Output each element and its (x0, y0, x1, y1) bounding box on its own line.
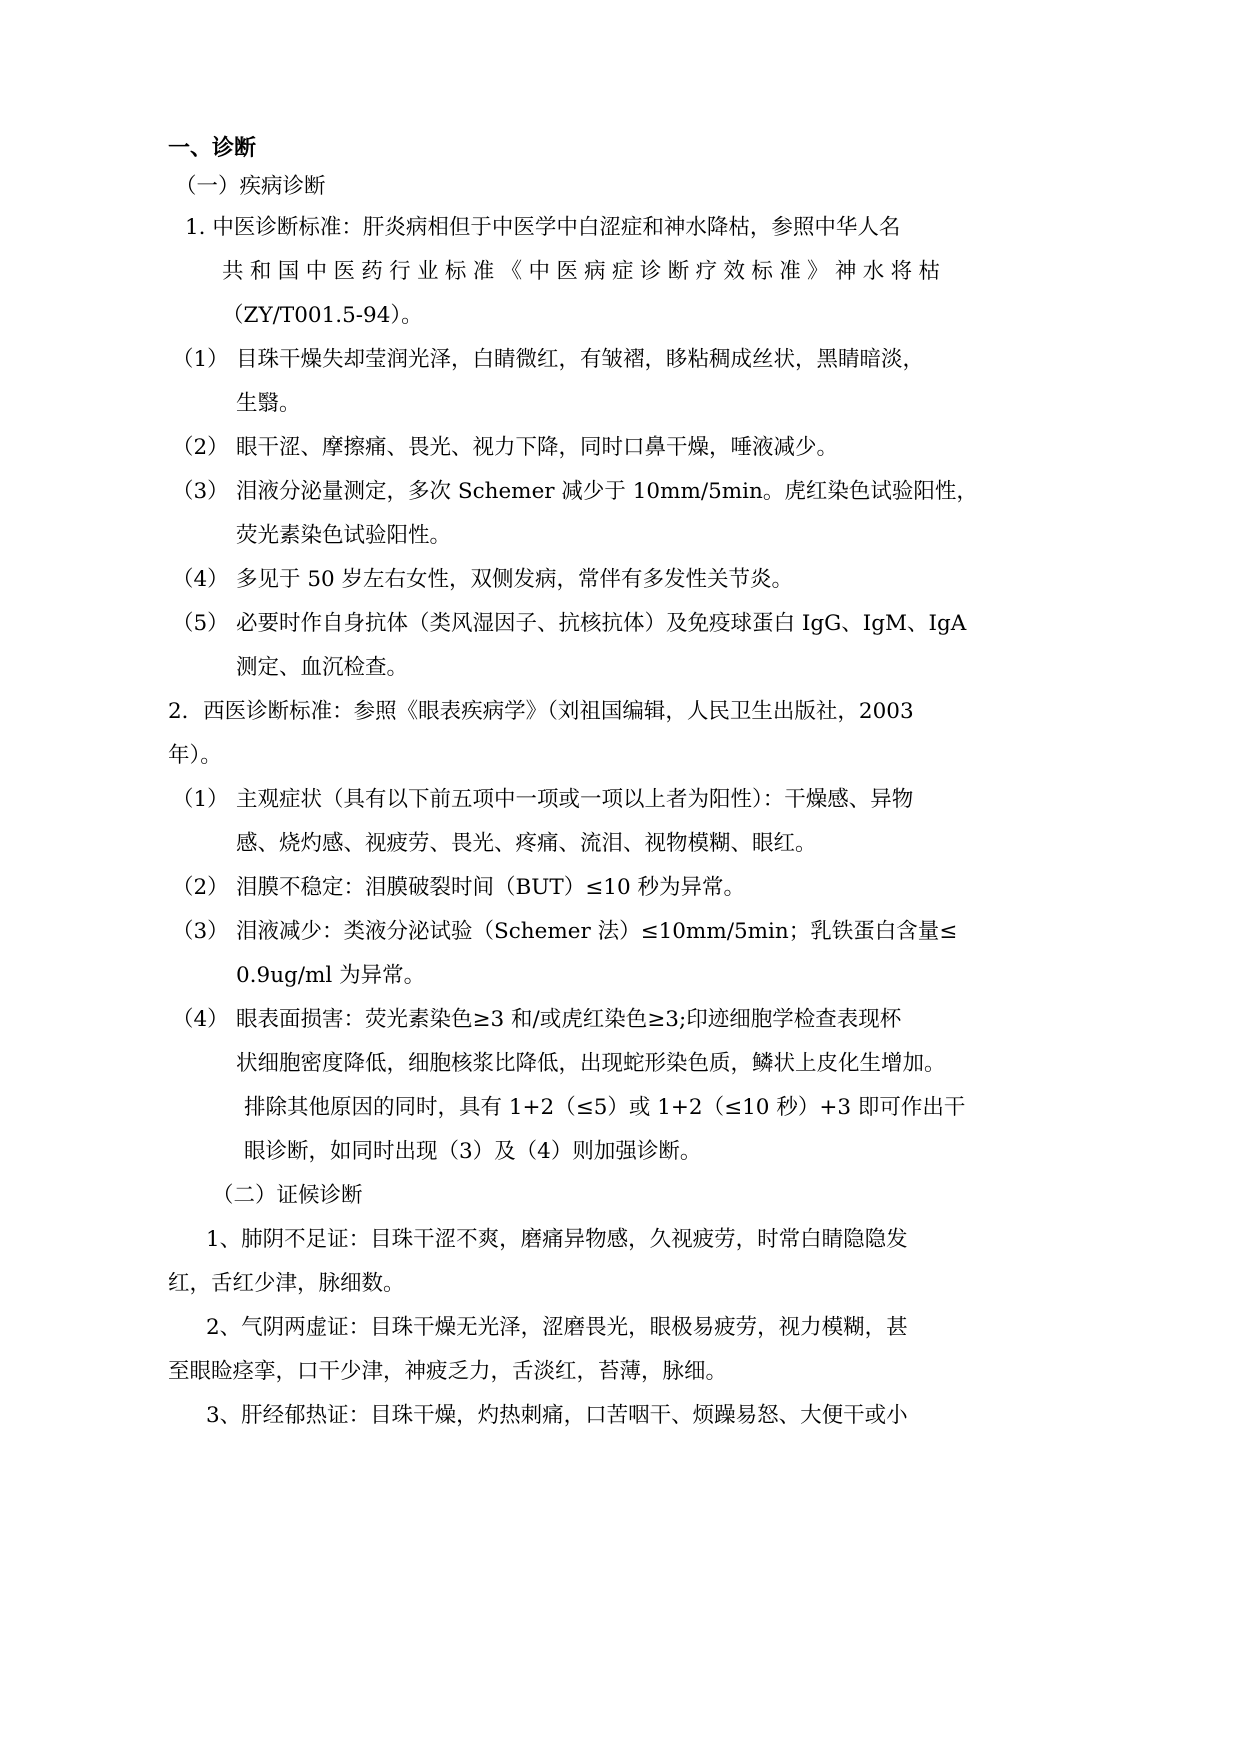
western-item-number: （1） (172, 787, 229, 812)
tcm-item-text: 必要时作自身抗体（类风湿因子、抗核抗体）及免疫球蛋白 IgG、IgM、IgA (236, 611, 967, 636)
tcm-line2-char: 神 (834, 259, 857, 284)
tcm-item-text: 目珠干燥失却莹润光泽，白睛微红，有皱褶，眵粘稠成丝状，黑睛暗淡， (236, 347, 925, 372)
tcm-line2-char: 将 (890, 259, 913, 284)
tcm-line2-char: 诊 (639, 259, 662, 284)
tcm-line2-char: 和 (249, 259, 272, 284)
tcm-item-text-cont: 生翳。 (236, 391, 301, 416)
tcm-item-text-cont: 测定、血沉检查。 (236, 655, 409, 680)
tcm-line2-char: 断 (667, 259, 690, 284)
western-item-text: 眼表面损害：荧光素染色≥3 和/或虎红染色≥3;印迹细胞学检查表现杯 (236, 1007, 902, 1032)
tcm-line2-char: 医 (333, 259, 355, 284)
tcm-line2-char: 行 (389, 259, 411, 284)
section-heading-diagnosis: 一、诊断 (168, 135, 257, 161)
tcm-line2-char: 医 (556, 259, 578, 284)
tcm-line2-char: 枯 (918, 259, 940, 284)
tcm-line2-char: 症 (612, 259, 634, 284)
western-item-number: （2） (172, 875, 229, 900)
tcm-line2-char: 中 (305, 259, 328, 284)
tcm-line2-char: 药 (361, 259, 383, 284)
tcm-line2-char: 业 (417, 259, 439, 284)
tcm-line2-char: 中 (528, 259, 550, 284)
subheading-disease-diagnosis: （一）疾病诊断 (175, 174, 326, 199)
tcm-line2-char: 共 (222, 259, 244, 284)
western-item-text: 泪液减少：类液分泌试验（Schemer 法）≤10mm/5min；乳铁蛋白含量≤ (236, 919, 958, 944)
syndrome-line-cont: 红，舌红少津，脉细数。 (168, 1271, 405, 1296)
tcm-line2-char: 《 (500, 259, 523, 284)
western-standard-line1: 2．西医诊断标准：参照《眼表疾病学》（刘祖国编辑，人民卫生出版社，2003 (168, 699, 914, 724)
tcm-item-number: （4） (172, 567, 229, 592)
tcm-line2-char: 标 (751, 259, 773, 284)
tcm-line2-char: 国 (277, 259, 300, 284)
tcm-item-number: （5） (172, 611, 229, 636)
tcm-item-text-cont: 荧光素染色试验阳性。 (236, 523, 452, 548)
tcm-item-number: （2） (172, 435, 229, 460)
tcm-line2-char: 标 (444, 259, 467, 284)
syndrome-line: 1、肺阴不足证：目珠干涩不爽，磨痛异物感，久视疲劳，时常白睛隐隐发 (206, 1227, 908, 1252)
western-item-number: （4） (172, 1007, 229, 1032)
western-item-text: 泪膜不稳定：泪膜破裂时间（BUT）≤10 秒为异常。 (236, 875, 745, 900)
tcm-standard-line2 (222, 257, 940, 287)
tcm-line2-char: 疗 (695, 259, 718, 284)
tcm-line2-char: 效 (723, 259, 745, 284)
syndrome-line: 2、气阴两虚证：目珠干燥无光泽，涩磨畏光，眼极易疲劳，视力模糊，甚 (206, 1315, 908, 1340)
tcm-line2-char: 水 (862, 259, 885, 284)
western-conclusion-line2: 眼诊断，如同时出现（3）及（4）则加强诊断。 (244, 1139, 702, 1164)
tcm-standard-line1: 1. 中医诊断标准：肝炎病相但于中医学中白涩症和神水降枯，参照中华人名 (185, 215, 901, 240)
tcm-item-number: （3） (172, 479, 229, 504)
syndrome-line: 3、肝经郁热证：目珠干燥，灼热刺痛，口苦咽干、烦躁易怒、大便干或小 (206, 1403, 908, 1428)
subheading-syndrome-diagnosis: （二）证候诊断 (212, 1183, 363, 1208)
tcm-standard-line3: （ZY/T001.5-94）。 (222, 303, 423, 328)
western-item-text-cont: 0.9ug/ml 为异常。 (236, 963, 426, 988)
tcm-line2-char: 》 (807, 259, 829, 284)
syndrome-line-cont: 至眼睑痉挛，口干少津，神疲乏力，舌淡红，苔薄，脉细。 (168, 1359, 728, 1384)
tcm-item-text: 泪液分泌量测定，多次 Schemer 减少于 10mm/5min。虎红染色试验阳性， (236, 479, 978, 504)
western-standard-line2: 年）。 (168, 743, 222, 768)
western-item-text: 主观症状（具有以下前五项中一项或一项以上者为阳性）：干燥感、异物 (236, 787, 914, 812)
western-conclusion-line1: 排除其他原因的同时，具有 1+2（≤5）或 1+2（≤10 秒）+3 即可作出干 (244, 1095, 966, 1120)
tcm-line2-char: 准 (472, 259, 495, 284)
western-item-text-cont: 状细胞密度降低，细胞核浆比降低，出现蛇形染色质，鳞状上皮化生增加。 (236, 1051, 946, 1076)
western-item-number: （3） (172, 919, 229, 944)
tcm-line2-char: 准 (779, 259, 801, 284)
tcm-item-number: （1） (172, 347, 229, 372)
tcm-item-text: 多见于 50 岁左右女性，双侧发病，常伴有多发性关节炎。 (236, 567, 794, 592)
tcm-line2-char: 病 (584, 259, 606, 284)
tcm-item-text: 眼干涩、摩擦痛、畏光、视力下降，同时口鼻干燥，唾液减少。 (236, 435, 839, 460)
western-item-text-cont: 感、烧灼感、视疲劳、畏光、疼痛、流泪、视物模糊、眼红。 (236, 831, 817, 856)
